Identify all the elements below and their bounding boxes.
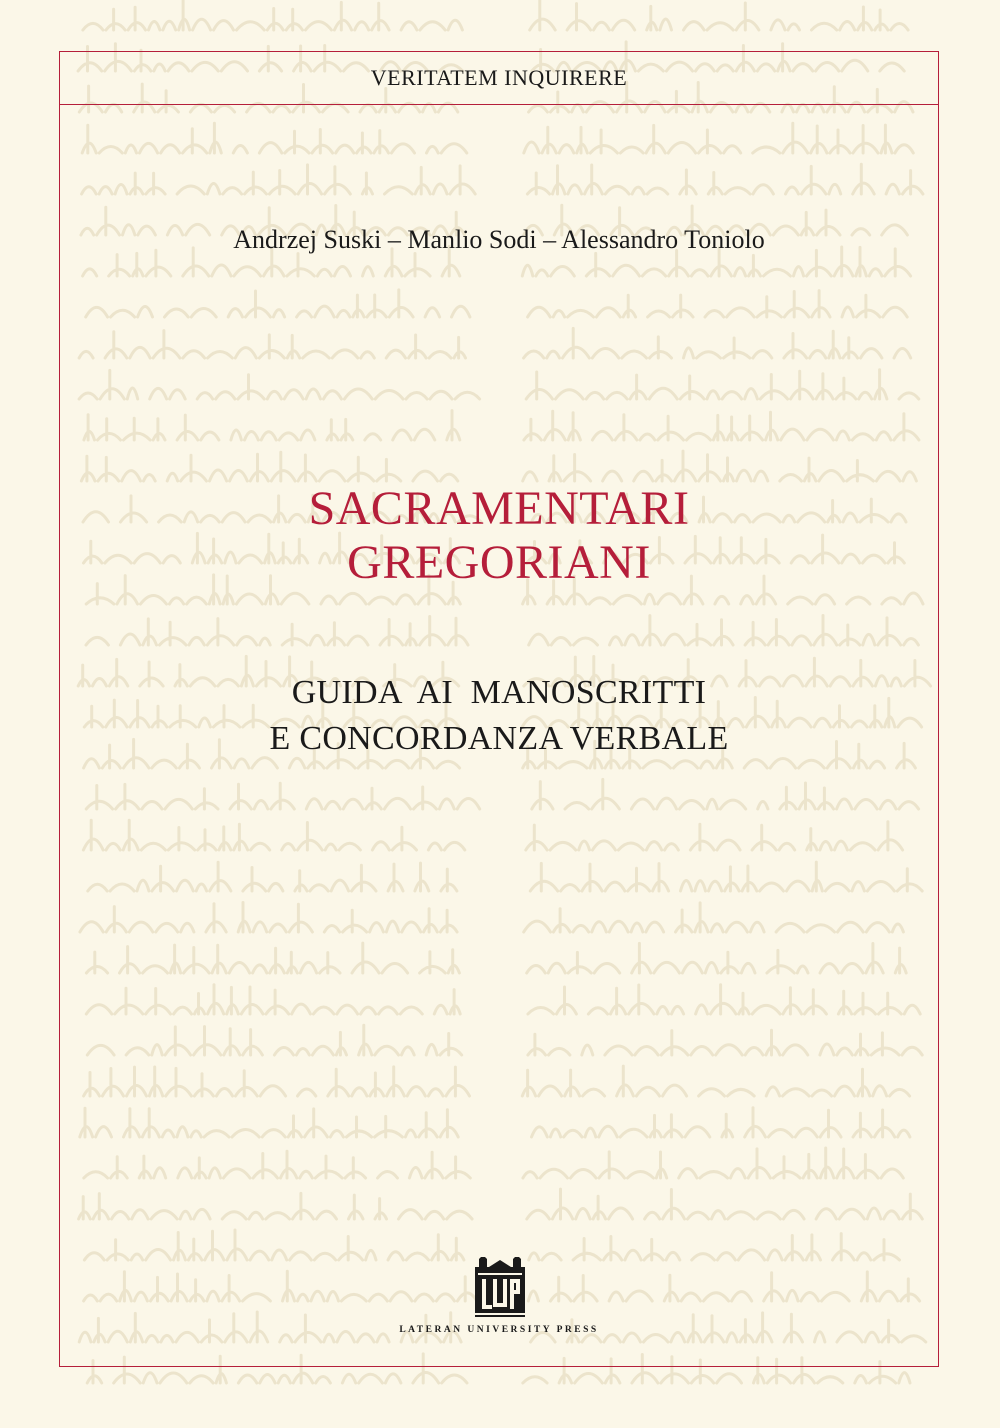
cover-frame — [59, 51, 939, 1367]
manuscript-stroke — [530, 0, 908, 30]
book-subtitle-line-2: E CONCORDANZA VERBALE — [269, 720, 729, 757]
book-subtitle — [60, 670, 938, 762]
publisher-name: LATERAN UNIVERSITY PRESS — [399, 1325, 599, 1335]
book-title-line-2: GREGORIANI — [347, 536, 651, 589]
authors: Andrzej Suski – Manlio Sodi – Alessandro Toniolo — [233, 225, 765, 254]
book-subtitle-line-1: GUIDA AI MANOSCRITTI — [291, 674, 707, 711]
lateran-university-press-logo-icon — [471, 1257, 529, 1319]
series-bar — [60, 52, 938, 105]
book-title — [60, 482, 938, 590]
manuscript-stroke — [83, 1, 463, 30]
series-title: VERITATEM INQUIRERE — [370, 65, 628, 90]
book-title-line-1: SACRAMENTARI — [308, 482, 690, 535]
